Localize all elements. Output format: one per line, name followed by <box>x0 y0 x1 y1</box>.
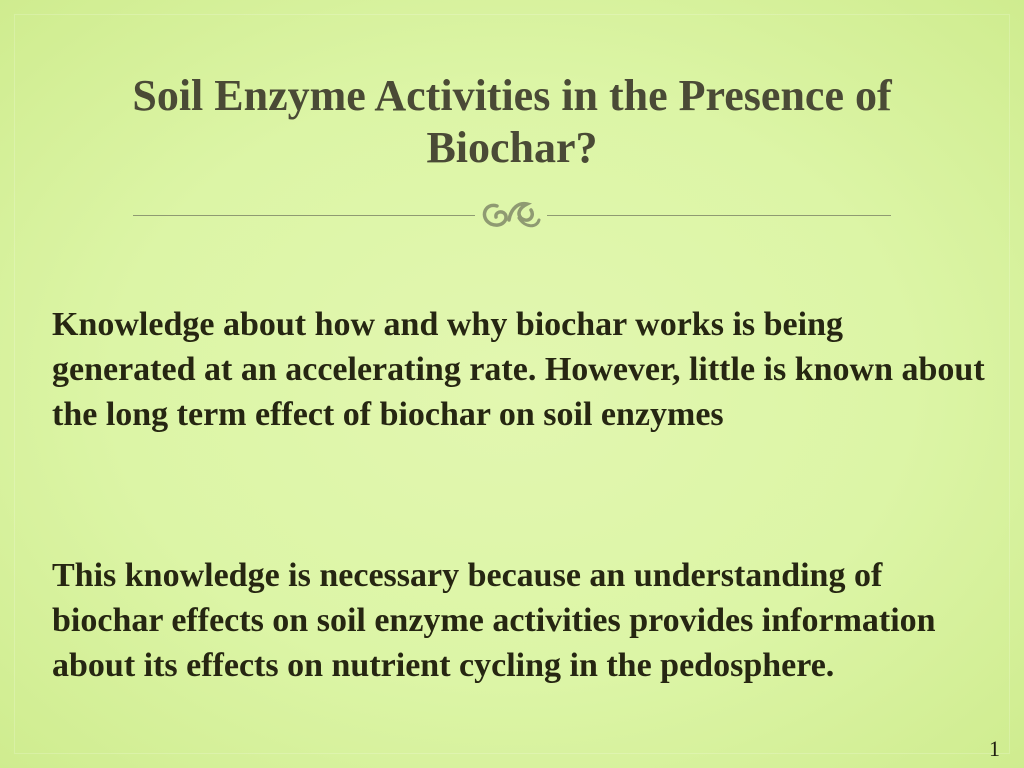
flourish-ornament-icon <box>475 194 547 234</box>
divider-line-right <box>547 215 891 216</box>
title-divider <box>133 194 891 234</box>
slide-title: Soil Enzyme Activities in the Presence of Biochar? <box>132 71 892 172</box>
paragraph-necessity: This knowledge is necessary because an understanding of biochar effects on soil enzyme activities provides information about its effects on nutrient cycling in the pedosphere. <box>52 557 936 684</box>
divider-line-left <box>133 215 475 216</box>
paragraph-knowledge: Knowledge about how and why biochar works is being generated at an accelerating rate. However, little is known about the long term effect of biochar on soil enzymes <box>52 306 985 433</box>
page-number: 1 <box>989 736 1000 761</box>
